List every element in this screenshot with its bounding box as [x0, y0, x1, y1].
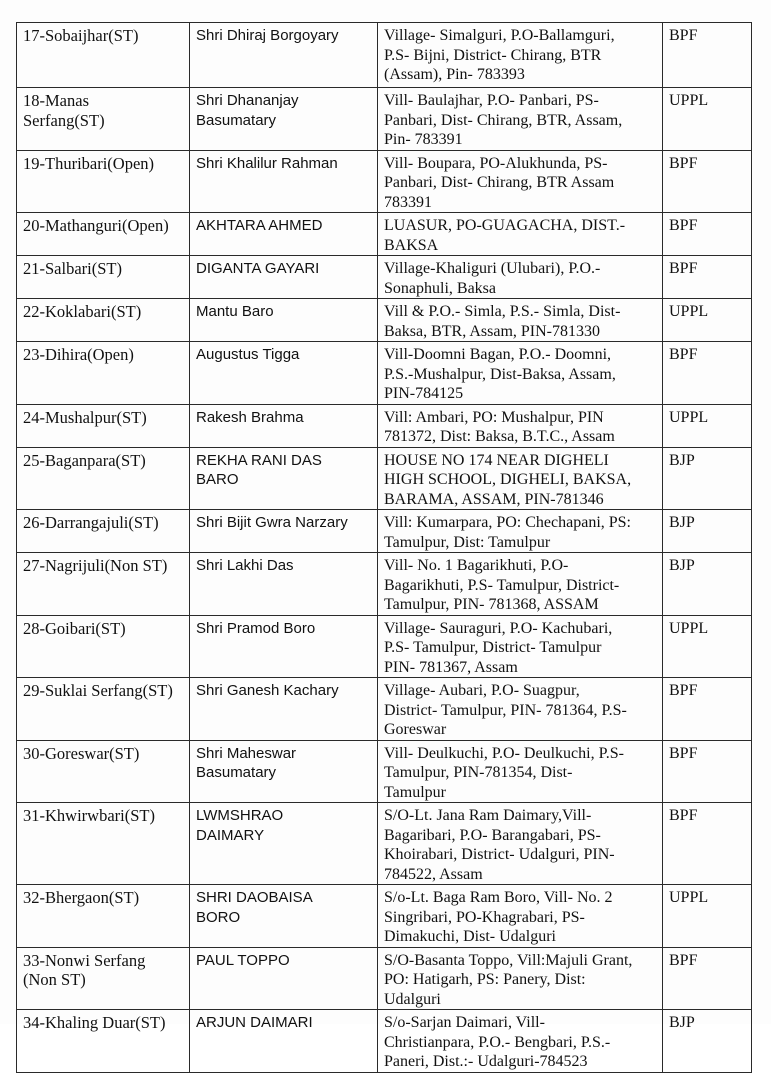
table-row — [17, 150, 752, 213]
party-text: BPF — [669, 807, 698, 824]
party-cell — [663, 803, 752, 885]
candidate-name-text: DIGANTA GAYARI — [196, 260, 320, 277]
party-cell — [663, 615, 752, 678]
constituency-cell — [17, 803, 190, 885]
constituency-text: 23-Dihira(Open) — [23, 345, 134, 364]
constituency-text: 17-Sobaijhar(ST) — [23, 26, 139, 45]
party-text: BJP — [669, 514, 695, 531]
address-cell — [378, 740, 663, 803]
constituency-cell — [17, 885, 190, 948]
party-cell — [663, 510, 752, 553]
constituency-text: 30-Goreswar(ST) — [23, 743, 140, 763]
address-cell — [378, 342, 663, 405]
candidate-name-text: Shri Pramod Boro — [196, 619, 316, 637]
address-text: S/o-Lt. Baga Ram Boro, Vill- No. 2 Singribari, PO-Khagrabari, PS- Dimakuchi, Dist- Udalguri — [384, 889, 613, 945]
address-cell — [378, 299, 663, 342]
candidate-name-cell — [190, 447, 378, 510]
address-cell — [378, 885, 663, 948]
constituency-text: 31-Khwirwbari(ST) — [23, 806, 155, 825]
constituency-cell — [17, 1010, 190, 1073]
address-text: Village-Khaliguri (Ulubari), P.O.- Sonaphuli, Baksa — [384, 260, 601, 297]
constituency-text: 24-Mushalpur(ST) — [23, 407, 147, 427]
party-text: UPPL — [669, 303, 709, 320]
party-text: BJP — [669, 1014, 695, 1031]
constituency-text: 25-Baganpara(ST) — [23, 450, 146, 470]
address-text: Vill- No. 1 Bagarikhuti, P.O- Bagarikhuti, P.S- Tamulpur, District- Tamulpur, PIN- 781368, ASSAM — [384, 557, 620, 613]
address-text: Village- Sauraguri, P.O- Kachubari, P.S- Tamulpur, District- Tamulpur PIN- 781367, Assam — [384, 619, 613, 676]
address-cell — [378, 553, 663, 616]
constituency-text: 28-Goibari(ST) — [23, 618, 126, 638]
table-row — [17, 299, 752, 342]
address-text: Vill: Kumarpara, PO: Chechapani, PS: Tamulpur, Dist: Tamulpur — [384, 514, 631, 551]
constituency-cell — [17, 947, 190, 1010]
party-cell — [663, 256, 752, 299]
address-cell — [378, 150, 663, 213]
constituency-text: 27-Nagrijuli(Non ST) — [23, 556, 168, 575]
party-text: UPPL — [669, 92, 709, 109]
constituency-cell — [17, 88, 190, 151]
party-text: BPF — [669, 682, 698, 699]
address-cell — [378, 256, 663, 299]
address-text: Vill: Ambari, PO: Mushalpur, PIN 781372, Dist: Baksa, B.T.C., Assam — [384, 408, 615, 445]
table-row — [17, 615, 752, 678]
party-cell — [663, 678, 752, 741]
address-text: Vill- Deulkuchi, P.O- Deulkuchi, P.S- Tamulpur, PIN-781354, Dist- Tamulpur — [384, 744, 624, 801]
candidate-name-cell — [190, 150, 378, 213]
address-cell — [378, 447, 663, 510]
table-row — [17, 885, 752, 948]
party-text: BPF — [669, 951, 698, 969]
party-cell — [663, 342, 752, 405]
constituency-text: 19-Thuribari(Open) — [23, 153, 155, 173]
constituency-cell — [17, 615, 190, 678]
table-row — [17, 1010, 752, 1073]
address-cell — [378, 23, 663, 88]
constituency-cell — [17, 299, 190, 342]
party-cell — [663, 1010, 752, 1073]
candidate-name-cell — [190, 510, 378, 553]
constituency-text: 32-Bhergaon(ST) — [23, 888, 140, 907]
table-row — [17, 447, 752, 510]
address-text: S/o-Sarjan Daimari, Vill- Christianpara, P.O.- Bengbari, P.S.- Paneri, Dist.:- Udalguri-784523 — [384, 1014, 611, 1070]
candidate-name-cell — [190, 23, 378, 88]
candidate-name-text: Shri Khalilur Rahman — [196, 154, 338, 172]
party-text: BPF — [669, 260, 698, 277]
address-cell — [378, 88, 663, 151]
constituency-text: 34-Khaling Duar(ST) — [23, 1013, 166, 1032]
constituency-text: 21-Salbari(ST) — [23, 259, 122, 278]
address-text: S/O-Lt. Jana Ram Daimary,Vill- Bagaribari, P.O- Barangabari, PS- Khoirabari, District- Udalguri, PIN- 784522, Assam — [384, 807, 615, 883]
table-row — [17, 510, 752, 553]
candidate-name-cell — [190, 256, 378, 299]
address-text: Vill-Doomni Bagan, P.O.- Doomni, P.S.-Mushalpur, Dist-Baksa, Assam, PIN-784125 — [384, 346, 616, 402]
party-text: UPPL — [669, 408, 709, 426]
candidate-name-cell — [190, 947, 378, 1010]
table-row — [17, 342, 752, 405]
candidate-name-text: Mantu Baro — [196, 303, 274, 320]
address-text: Vill- Baulajhar, P.O- Panbari, PS- Panbari, Dist- Chirang, BTR, Assam, Pin- 783391 — [384, 92, 623, 148]
candidate-name-text: Augustus Tigga — [196, 346, 300, 363]
party-cell — [663, 88, 752, 151]
constituency-text: 18-Manas Serfang(ST) — [23, 91, 105, 130]
party-cell — [663, 299, 752, 342]
candidate-name-cell — [190, 1010, 378, 1073]
candidate-name-text: REKHA RANI DAS BARO — [196, 451, 322, 488]
constituency-text: 20-Mathanguri(Open) — [23, 216, 169, 235]
address-cell — [378, 947, 663, 1010]
party-text: BPF — [669, 744, 698, 762]
candidate-name-cell — [190, 88, 378, 151]
candidate-name-cell — [190, 299, 378, 342]
party-cell — [663, 213, 752, 256]
party-text: BPF — [669, 27, 698, 44]
address-cell — [378, 678, 663, 741]
table-row — [17, 213, 752, 256]
candidate-name-text: Shri Lakhi Das — [196, 557, 294, 574]
constituency-cell — [17, 213, 190, 256]
candidate-name-cell — [190, 404, 378, 447]
table-row — [17, 88, 752, 151]
address-cell — [378, 803, 663, 885]
address-cell — [378, 404, 663, 447]
candidate-name-cell — [190, 803, 378, 885]
constituency-cell — [17, 23, 190, 88]
candidate-name-text: Rakesh Brahma — [196, 408, 304, 426]
party-cell — [663, 150, 752, 213]
address-text: S/O-Basanta Toppo, Vill:Majuli Grant, PO: Hatigarh, PS: Panery, Dist: Udalguri — [384, 951, 633, 1008]
candidate-name-text: LWMSHRAO DAIMARY — [196, 807, 284, 844]
constituency-cell — [17, 740, 190, 803]
address-text: Vill- Boupara, PO-Alukhunda, PS- Panbari, Dist- Chirang, BTR Assam 783391 — [384, 154, 615, 211]
party-cell — [663, 947, 752, 1010]
party-text: BPF — [669, 154, 698, 172]
constituency-cell — [17, 342, 190, 405]
constituency-cell — [17, 256, 190, 299]
constituency-cell — [17, 678, 190, 741]
party-text: BJP — [669, 557, 695, 574]
table-row — [17, 256, 752, 299]
party-text: BPF — [669, 217, 698, 234]
candidate-name-cell — [190, 342, 378, 405]
party-cell — [663, 447, 752, 510]
constituency-cell — [17, 150, 190, 213]
candidate-name-text: Shri Dhiraj Borgoyary — [196, 27, 339, 44]
address-text: LUASUR, PO-GUAGACHA, DIST.- BAKSA — [384, 217, 626, 254]
table-row — [17, 23, 752, 88]
candidate-name-cell — [190, 553, 378, 616]
party-cell — [663, 23, 752, 88]
address-cell — [378, 1010, 663, 1073]
candidate-name-text: AKHTARA AHMED — [196, 217, 323, 234]
party-text: BJP — [669, 451, 695, 469]
party-cell — [663, 404, 752, 447]
candidate-name-cell — [190, 885, 378, 948]
party-text: UPPL — [669, 619, 709, 637]
constituency-text: 26-Darrangajuli(ST) — [23, 513, 159, 532]
party-cell — [663, 553, 752, 616]
party-text: UPPL — [669, 889, 709, 906]
party-cell — [663, 885, 752, 948]
candidate-name-text: Shri Ganesh Kachary — [196, 682, 339, 699]
candidate-name-cell — [190, 615, 378, 678]
address-text: Village- Simalguri, P.O-Ballamguri, P.S- Bijni, District- Chirang, BTR (Assam), Pin- 783393 — [384, 27, 615, 83]
constituency-cell — [17, 510, 190, 553]
candidate-name-text: ARJUN DAIMARI — [196, 1014, 313, 1031]
address-cell — [378, 510, 663, 553]
party-text: BPF — [669, 346, 698, 363]
candidate-name-text: Shri Maheswar Basumatary — [196, 744, 297, 781]
constituency-text: 22-Koklabari(ST) — [23, 302, 142, 321]
candidate-name-text: PAUL TOPPO — [196, 951, 290, 969]
address-cell — [378, 213, 663, 256]
candidate-name-text: Shri Bijit Gwra Narzary — [196, 514, 348, 531]
address-text: Vill & P.O.- Simla, P.S.- Simla, Dist- Baksa, BTR, Assam, PIN-781330 — [384, 303, 621, 340]
table-row — [17, 678, 752, 741]
constituency-cell — [17, 447, 190, 510]
table-body — [17, 23, 752, 1073]
constituency-cell — [17, 404, 190, 447]
address-cell — [378, 615, 663, 678]
table-row — [17, 947, 752, 1010]
table-row — [17, 740, 752, 803]
address-text: HOUSE NO 174 NEAR DIGHELI HIGH SCHOOL, DIGHELI, BAKSA, BARAMA, ASSAM, PIN-781346 — [384, 451, 632, 508]
candidate-name-cell — [190, 213, 378, 256]
address-text: Village- Aubari, P.O- Suagpur, District- Tamulpur, PIN- 781364, P.S- Goreswar — [384, 682, 627, 738]
table-row — [17, 404, 752, 447]
candidate-name-text: SHRI DAOBAISA BORO — [196, 889, 313, 926]
candidate-name-cell — [190, 678, 378, 741]
constituency-text: 29-Suklai Serfang(ST) — [23, 681, 173, 700]
constituency-cell — [17, 553, 190, 616]
party-cell — [663, 740, 752, 803]
candidate-name-cell — [190, 740, 378, 803]
table-row — [17, 803, 752, 885]
candidate-table — [16, 22, 752, 1073]
table-row — [17, 553, 752, 616]
candidate-name-text: Shri Dhananjay Basumatary — [196, 92, 299, 129]
constituency-text: 33-Nonwi Serfang (Non ST) — [23, 950, 146, 989]
